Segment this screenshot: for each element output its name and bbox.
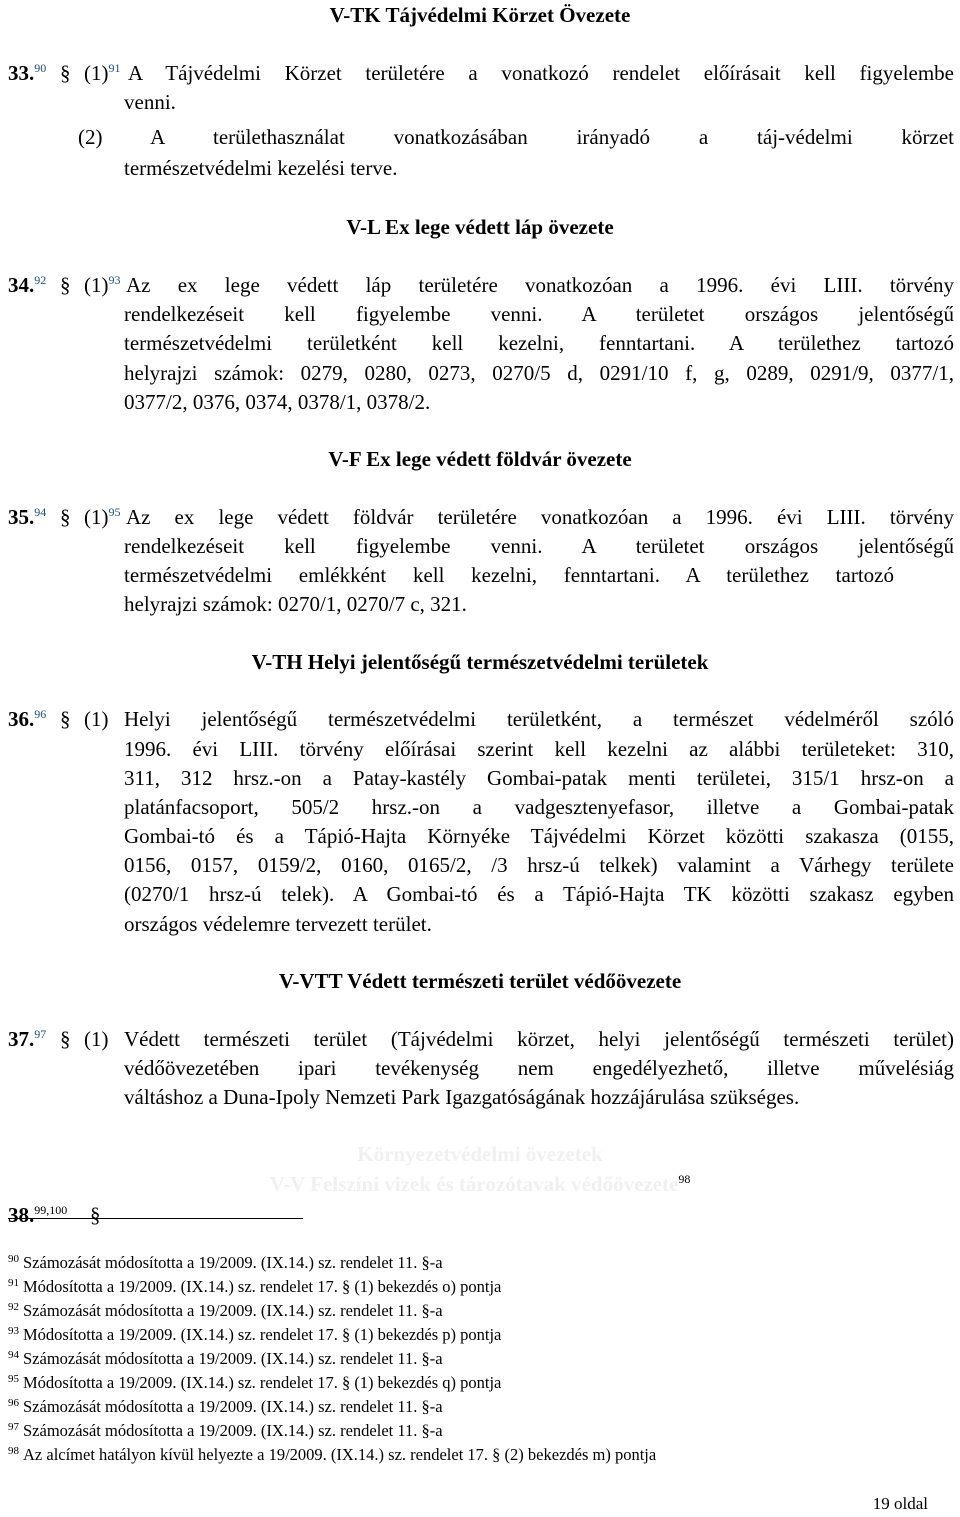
- paragraph-label: $(1)^{93}$: [84, 273, 121, 297]
- s35-line-1: Az ex lege védett földvár területére vonatkozóan a 1996. évi LIII. törvény: [126, 505, 954, 529]
- footnote-98: $^{98}$ Az alcímet hatályon kívül helyezte a 19/2009. (IX.14.) sz. rendelet 17. § (2) bekezdés m) pontja: [8, 1444, 657, 1464]
- s35-line-2: rendelkezéseit kell figyelembe venni. A területet országos jelentőségű: [124, 534, 954, 558]
- section-symbol: §: [60, 273, 71, 297]
- s36-line-8: országos védelemre tervezett terület.: [124, 912, 432, 936]
- heading-vvtt: V-VTT Védett természeti terület védőövezete: [278, 969, 682, 993]
- section-symbol: §: [60, 707, 71, 731]
- s33-p2-line-1: (2) A területhasználat vonatkozásában irányadó a táj-védelmi körzet: [78, 125, 954, 149]
- section-symbol: §: [60, 1027, 71, 1051]
- s36-line-3: 311, 312 hrsz.-on a Patay-kastély Gombai-patak menti területei, 315/1 hrsz-on a: [124, 766, 954, 790]
- footnote-95: $^{95}$ Módosította a 19/2009. (IX.14.) sz. rendelet 17. § (1) bekezdés q) pontja: [8, 1372, 502, 1392]
- ghost-heading-surface-water: V-V Felszíni vizek és tározótavak védőövezete$^{98}$: [269, 1172, 691, 1196]
- section-symbol: §: [60, 505, 71, 529]
- s33-line-1: A Tájvédelmi Körzet területére a vonatkozó rendelet előírásait kell figyelembe: [128, 61, 954, 85]
- footnote-91: $^{91}$ Módosította a 19/2009. (IX.14.) sz. rendelet 17. § (1) bekezdés o) pontja: [8, 1276, 502, 1296]
- footnote-96: $^{96}$ Számozását módosította a 19/2009. (IX.14.) sz. rendelet 11. §-a: [8, 1396, 443, 1416]
- heading-vth: V-TH Helyi jelentőségű természetvédelmi területek: [251, 650, 709, 674]
- s33-p2-line-2: természetvédelmi kezelési terve.: [124, 156, 398, 180]
- heading-tk: V-TK Tájvédelmi Körzet Övezete: [329, 3, 631, 27]
- footnote-93: $^{93}$ Módosította a 19/2009. (IX.14.) sz. rendelet 17. § (1) bekezdés p) pontja: [8, 1324, 502, 1344]
- paragraph-label: $(1)^{91}$: [84, 61, 121, 85]
- s34-line-4: helyrajzi számok: 0279, 0280, 0273, 0270/5 d, 0291/10 f, g, 0289, 0291/9, 0377/1,: [124, 361, 954, 385]
- s36-line-7: (0270/1 hrsz-ú telek). A Gombai-tó és a Tápió-Hajta TK közötti szakasz egyben: [124, 882, 954, 906]
- s36-line-5: Gombai-tó és a Tápió-Hajta Környéke Tájvédelmi Körzet közötti szakasza (0155,: [124, 824, 954, 848]
- footnote-92: $^{92}$ Számozását módosította a 19/2009. (IX.14.) sz. rendelet 11. §-a: [8, 1300, 443, 1320]
- s37-line-3: váltáshoz a Duna-Ipoly Nemzeti Park Igazgatóságának hozzájárulása szükséges.: [124, 1085, 800, 1109]
- s33-line-2: venni.: [124, 90, 176, 114]
- footnote-94: $^{94}$ Számozását módosította a 19/2009. (IX.14.) sz. rendelet 11. §-a: [8, 1348, 443, 1368]
- s36-line-6: 0156, 0157, 0159/2, 0160, 0165/2, /3 hrsz-ú telkek) valamint a Várhegy területe: [124, 853, 954, 877]
- footnote-97: $^{97}$ Számozását módosította a 19/2009. (IX.14.) sz. rendelet 11. §-a: [8, 1420, 443, 1440]
- heading-vl: V-L Ex lege védett láp övezete: [346, 215, 614, 239]
- section-number-37: 37.97: [8, 1027, 47, 1051]
- s35-line-3: természetvédelmi emlékként kell kezelni, fenntartani. A területhez tartozó: [124, 563, 894, 587]
- s36-line-4: platánfacsoport, 505/2 hrsz.-on a vadgesztenyefasor, illetve a Gombai-patak: [124, 795, 954, 819]
- section-symbol: §: [90, 1203, 101, 1227]
- footnote-separator: [8, 1218, 303, 1219]
- s34-line-5: 0377/2, 0376, 0374, 0378/1, 0378/2.: [124, 390, 431, 414]
- section-symbol: §: [60, 61, 71, 85]
- s36-line-1: Helyi jelentőségű természetvédelmi területként, a természet védelméről szóló: [124, 707, 954, 731]
- s37-line-2: védőövezetében ipari tevékenység nem engedélyezhető, illetve művelésiág: [124, 1056, 954, 1080]
- ghost-heading-environment: Környezetvédelmi övezetek: [357, 1142, 603, 1166]
- heading-vf: V-F Ex lege védett földvár övezete: [328, 447, 632, 471]
- s37-line-1: Védett természeti terület (Tájvédelmi körzet, helyi jelentőségű természeti terület): [124, 1027, 954, 1051]
- paragraph-label: $(1)^{95}$: [84, 505, 121, 529]
- s34-line-1: Az ex lege védett láp területére vonatkozóan a 1996. évi LIII. törvény: [126, 273, 954, 297]
- s34-line-3: természetvédelmi területként kell kezelni, fenntartani. A területhez tartozó: [124, 331, 954, 355]
- section-number-33: 33.90: [8, 61, 47, 85]
- paragraph-label: (1): [84, 1027, 109, 1051]
- section-number-34: 34.92: [8, 273, 47, 297]
- s34-line-2: rendelkezéseit kell figyelembe venni. A területet országos jelentőségű: [124, 302, 954, 326]
- paragraph-label: (1): [84, 707, 109, 731]
- s36-line-2: 1996. évi LIII. törvény előírásai szerint kell kezelni az alábbi területeket: 310,: [124, 737, 954, 761]
- footnote-90: $^{90}$ Számozását módosította a 19/2009. (IX.14.) sz. rendelet 11. §-a: [8, 1252, 443, 1272]
- page-number: 19 oldal: [872, 1494, 928, 1513]
- s35-line-4: helyrajzi számok: 0270/1, 0270/7 c, 321.: [124, 592, 467, 616]
- section-number-38: 38.$^{99,100}$: [8, 1203, 68, 1227]
- section-number-36: 36.96: [8, 707, 47, 731]
- section-number-35: 35.94: [8, 505, 47, 529]
